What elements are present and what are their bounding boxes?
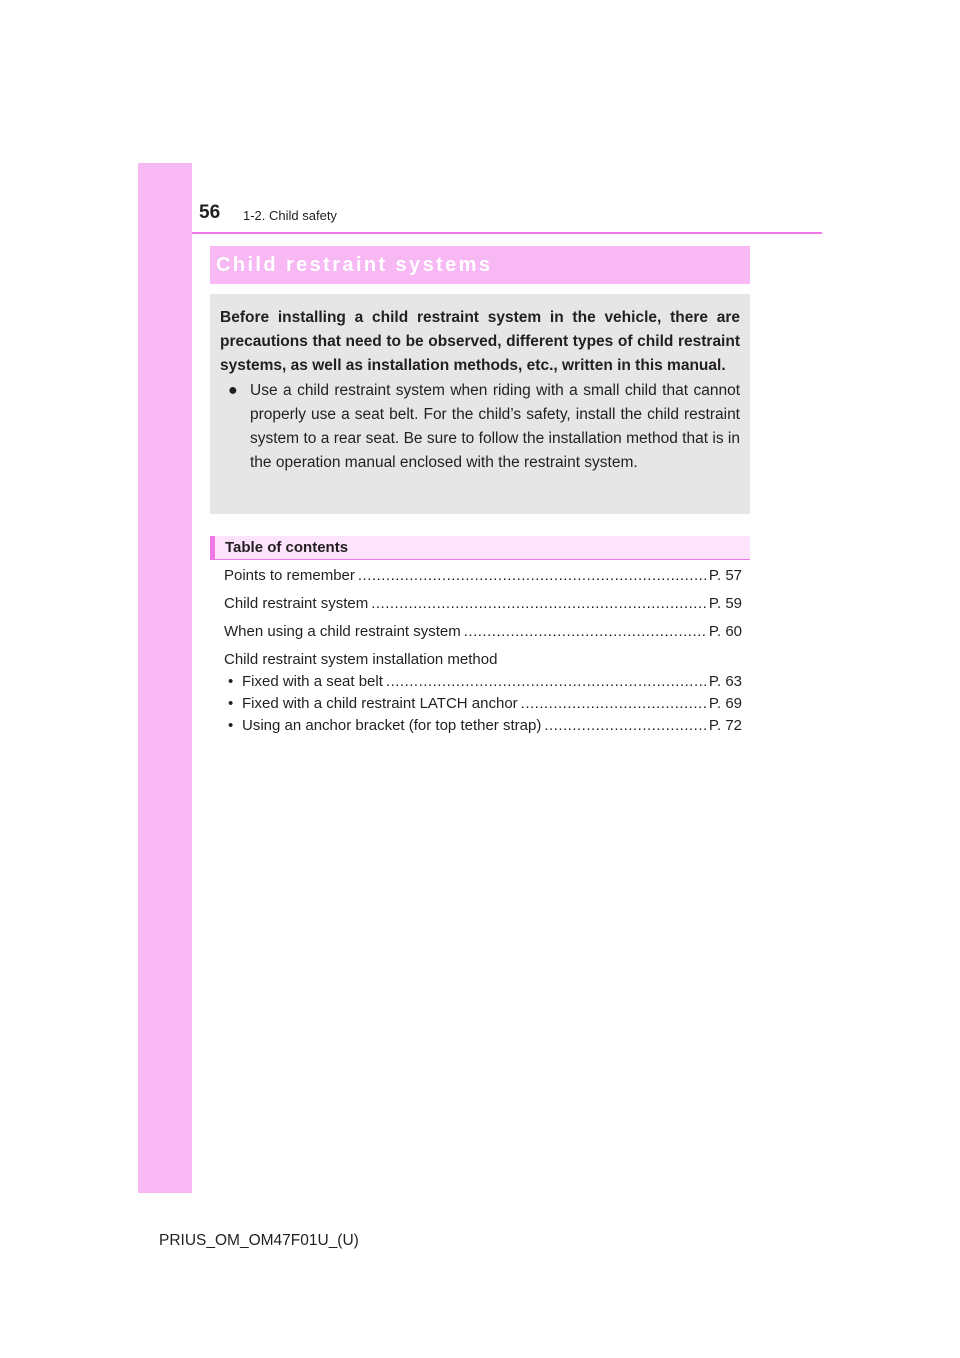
- toc-group-label: Child restraint system installation method: [224, 651, 498, 668]
- page-title: Child restraint systems: [216, 254, 493, 276]
- page-number: 56: [199, 202, 221, 223]
- bullet-icon: ●: [228, 382, 238, 399]
- toc-leader-dots: [371, 595, 706, 613]
- section-label: 1-2. Child safety: [243, 208, 337, 223]
- toc-sub-entry-label: Fixed with a child restraint LATCH anchor: [242, 695, 518, 712]
- toc-entry[interactable]: [224, 595, 742, 613]
- toc-sub-entry-page: P. 63: [708, 673, 742, 690]
- toc-entry[interactable]: [224, 623, 742, 641]
- toc-entry-label: Child restraint system: [224, 595, 369, 612]
- toc-list: [224, 567, 742, 735]
- toc-sub-entry[interactable]: [224, 673, 742, 691]
- toc-bullet-icon: •: [228, 673, 234, 690]
- toc-leader-dots: [521, 695, 706, 713]
- footer-doc-code: PRIUS_OM_OM47F01U_(U): [159, 1232, 359, 1249]
- toc-entry-label: Points to remember: [224, 567, 355, 584]
- toc-entry-page: P. 57: [708, 567, 742, 584]
- toc-entry-page: P. 60: [708, 623, 742, 640]
- toc-sub-entry[interactable]: [224, 717, 742, 735]
- toc-sub-entry-page: P. 69: [708, 695, 742, 712]
- toc-leader-dots: [386, 673, 706, 691]
- toc-bullet-icon: •: [228, 695, 234, 712]
- intro-text: Before installing a child restraint system in the vehicle, there are precautions that need to be observed, different types of child restraint systems, as well as installation methods, etc., written in this manual.: [220, 309, 740, 374]
- toc-entry-label: When using a child restraint system: [224, 623, 461, 640]
- toc-accent: [210, 536, 215, 559]
- toc-sub-entry-label: Using an anchor bracket (for top tether strap): [242, 717, 542, 734]
- toc-title: Table of contents: [225, 539, 349, 556]
- toc-entry[interactable]: [224, 567, 742, 585]
- toc-bullet-icon: •: [228, 717, 234, 734]
- toc-sub-entry[interactable]: [224, 695, 742, 713]
- toc-sub-entry-page: P. 72: [708, 717, 742, 734]
- toc-leader-dots: [358, 567, 706, 585]
- toc-header: [210, 536, 750, 560]
- toc-sub-entry-label: Fixed with a seat belt: [242, 673, 383, 690]
- toc-entry-page: P. 59: [708, 595, 742, 612]
- header-rule: [192, 232, 822, 234]
- intro-bullet: [220, 379, 740, 475]
- side-tab: [138, 163, 192, 1193]
- intro-box: [210, 294, 750, 514]
- toc-leader-dots: [544, 717, 706, 735]
- toc-leader-dots: [464, 623, 706, 641]
- intro-bullet-text: Use a child restraint system when riding with a small child that cannot properly use a seat belt. For the child’s safety, install the child restraint system to a rear seat. Be sure to follow the installation method that is in the operation manual enclosed with the restraint system.: [250, 382, 740, 471]
- title-bar: [210, 246, 750, 284]
